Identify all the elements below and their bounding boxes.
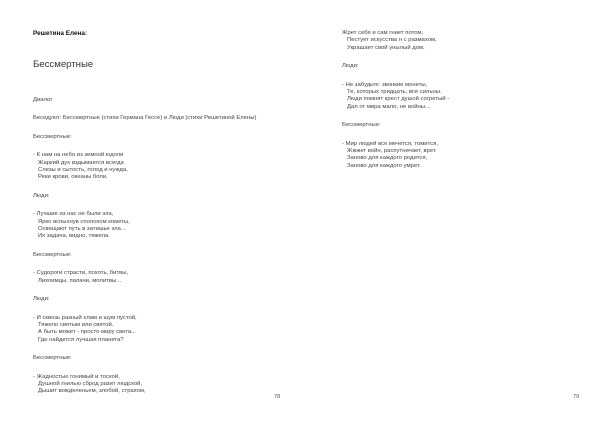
text-line: Люди: bbox=[342, 63, 359, 70]
text-line: - Мир людей все мечется, томится, bbox=[342, 140, 438, 147]
text-line: Жаркий дух вздымается всегда bbox=[38, 159, 124, 166]
right-page bbox=[300, 0, 600, 424]
text-block bbox=[33, 115, 283, 122]
text-line: Диалог bbox=[33, 97, 53, 103]
text-line: Бессмертные: bbox=[33, 133, 72, 140]
text-line: - К нам на небо из земной юдоли bbox=[33, 152, 124, 159]
text-line: Пестует искусства н с размахом, bbox=[347, 37, 437, 44]
text-line: Бессмертные: bbox=[33, 355, 72, 362]
text-line: Заново для каждого умрет. bbox=[347, 162, 421, 169]
text-line: Беседуют: Бессмертные (стихи Германа Гессе) и Люди (стихи Решетиной Елены) bbox=[33, 115, 257, 122]
text-block bbox=[342, 141, 562, 171]
text-line: Люди помнят крест душой согретый - bbox=[347, 96, 450, 103]
text-block bbox=[33, 134, 283, 141]
text-line: Их задача, видно, тяжела. bbox=[38, 233, 110, 240]
text-line: - Жадностью гонимый и тоской, bbox=[33, 373, 120, 380]
text-block bbox=[33, 355, 283, 362]
text-block bbox=[33, 152, 283, 182]
right-page-text bbox=[342, 30, 562, 181]
text-block bbox=[33, 374, 283, 396]
text-block bbox=[342, 63, 562, 70]
text-block bbox=[342, 30, 562, 52]
text-line: Дал от мира мало, не войны... bbox=[347, 103, 430, 110]
text-line: Бессмертные: bbox=[33, 251, 72, 258]
left-page-text bbox=[33, 97, 283, 407]
text-line: - Судороги страсти, похоть, битвы, bbox=[33, 270, 129, 277]
text-block bbox=[33, 315, 283, 345]
text-line: - Лучшие из нас не были зла, bbox=[33, 211, 114, 218]
text-line: Дышит вожделеньем, злобой, страхом, bbox=[38, 388, 146, 395]
page-number-left: 78 bbox=[274, 394, 281, 400]
text-block bbox=[342, 82, 562, 112]
text-block bbox=[33, 97, 283, 104]
text-line: Тяжело святым или святой. bbox=[38, 321, 114, 328]
text-line: Люди: bbox=[33, 296, 50, 303]
text-line: Ярко вспыхнув сполохом кометы, bbox=[38, 218, 130, 225]
page-number-right: 79 bbox=[573, 394, 580, 400]
text-line: - И сквозь разный хлам и шум пустой, bbox=[33, 314, 137, 321]
text-block bbox=[33, 296, 283, 303]
text-line: Душной гнилью сброд разит людской, bbox=[38, 380, 143, 387]
text-line: Жжжет войн, распутничает, врет. bbox=[347, 148, 437, 155]
text-line: Те, которых тридцать, все сильны. bbox=[347, 89, 442, 96]
text-block bbox=[33, 193, 283, 200]
text-line: Лихоимцы, палачи, молитвы... bbox=[38, 277, 122, 284]
text-line: А быть может - просто миру света... bbox=[38, 329, 137, 336]
text-line: Люди: bbox=[33, 192, 50, 199]
poem-title: Бессмертные bbox=[33, 59, 94, 70]
text-line: Где найдется лучшая планета? bbox=[38, 336, 124, 343]
text-line: Слезы и сытость, голод и нужда, bbox=[38, 167, 128, 174]
text-line: Заново для каждого родится, bbox=[347, 155, 428, 162]
text-line: Жрет себя и сам гниет потом, bbox=[342, 30, 424, 36]
text-block bbox=[342, 122, 562, 129]
text-block bbox=[33, 252, 283, 259]
text-line: Бессмертные: bbox=[342, 122, 381, 129]
text-block bbox=[33, 270, 283, 285]
text-line: - Не забудьте: звонкие монеты, bbox=[342, 81, 428, 88]
text-block bbox=[33, 211, 283, 241]
text-line: Освещают путь в затишье зла... bbox=[38, 226, 126, 233]
author-name: Решетина Елена: bbox=[33, 30, 88, 37]
text-line: Украшает свой унылый дом. bbox=[347, 44, 425, 51]
text-line: Реки крови, океаны боли. bbox=[38, 174, 108, 181]
